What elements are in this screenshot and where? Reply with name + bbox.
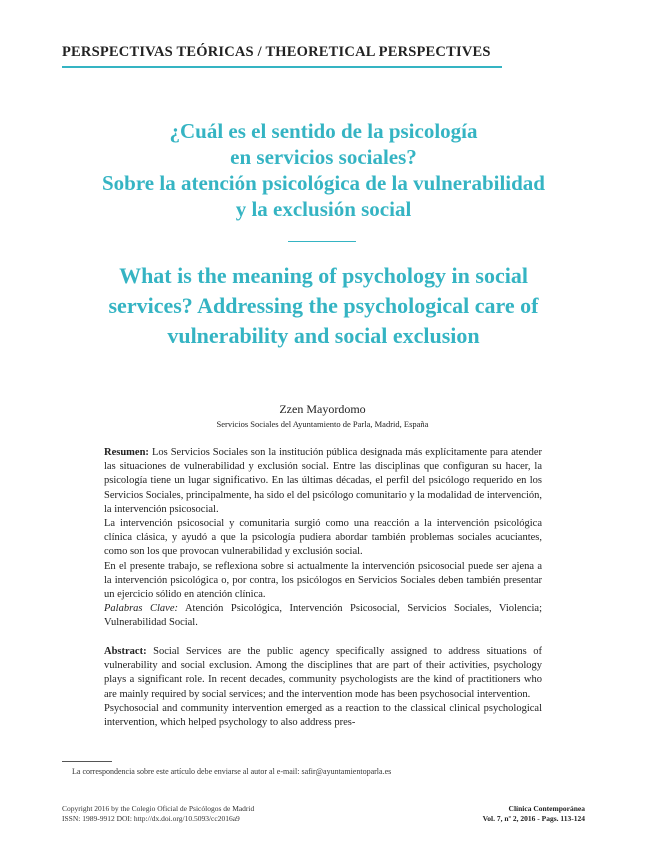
abstract-en-p1	[104, 645, 542, 702]
abstract-es-p2: La intervención psicosocial y comunitaria surgió como una reacción a la intervención psicológica clínica clásica, y ayudó a que la psicología pudiera abordar también problemas sociales acuciantes, como son los que provocan vulnerabilidad y exclusión social.	[104, 518, 542, 558]
abstract-en-p1-text: Social Services are the public agency specifically assigned to address situations of vulnerability and social exclusion. Among the disciplines that are part of their activities, psychology plays a significant role. In recent decades, community psychologists are the kind of practitioners who are mainly required by social services; and the intervention mode has been psychosocial intervention.	[104, 646, 543, 700]
footer-copyright	[62, 804, 254, 824]
abstract-spanish	[104, 446, 542, 631]
title-en-line-1: What is the meaning of psychology in social	[119, 263, 528, 288]
abstract-es-label: Resumen:	[104, 447, 149, 458]
section-header: PERSPECTIVAS TEÓRICAS / THEORETICAL PERSPECTIVES	[62, 44, 491, 60]
copyright-line: Copyright 2016 by the Colegio Oficial de Psicólogos de Madrid	[62, 804, 255, 813]
issn-doi-line: ISSN: 1989-9912 DOI: http://dx.doi.org/10.5093/cc2016a9	[62, 814, 240, 823]
author-affiliation: Servicios Sociales del Ayuntamiento de Parla, Madrid, España	[216, 419, 429, 429]
author-name: Zzen Mayordomo	[279, 402, 366, 416]
title-es-line-1: ¿Cuál es el sentido de la psicología	[169, 119, 478, 143]
title-en-line-3: vulnerability and social exclusion	[167, 323, 480, 348]
title-english	[40, 261, 607, 351]
title-es-line-3: Sobre la atención psicológica de la vulnerabilidad	[102, 171, 545, 195]
footnote: La correspondencia sobre este artículo debe enviarse al autor al e-mail: safir@ayuntamientoparla.es	[72, 767, 392, 776]
abstract-en-label: Abstract:	[104, 646, 147, 657]
abstract-es-p1-text: Los Servicios Sociales son la institución pública designada más explícitamente para atender las situaciones de vulnerabilidad y exclusión social. Entre las disciplinas que configuran su hacer, la psicología tiene un lugar significativo. En las últimas décadas, el perfil del psicólogo requerido en los Servicios Sociales, principalmente, ha sido el del psicólogo comunitario y la modalidad de intervención, la intervención psicosocial.	[104, 447, 542, 515]
title-es-line-4: y la exclusión social	[235, 197, 412, 221]
journal-volume: Vol. 7, nº 2, 2016 - Pags. 113-124	[482, 814, 585, 823]
abstract-english	[104, 645, 542, 730]
keywords-text: Atención Psicológica, Intervención Psicosocial, Servicios Sociales, Violencia; Vulnerabilidad Social.	[104, 603, 543, 629]
keywords	[104, 602, 542, 630]
header-rule	[62, 66, 502, 68]
title-en-line-2: services? Addressing the psychological care of	[108, 293, 539, 318]
footnote-rule	[62, 761, 112, 762]
title-divider	[288, 241, 356, 242]
footer-journal	[483, 804, 585, 824]
title-spanish	[40, 118, 607, 222]
abstract-en-p2: Psychosocial and community intervention emerged as a reaction to the classical clinical psychological intervention, which helped psychology to also address pres-	[104, 702, 542, 729]
journal-name: Clínica Contemporánea	[508, 804, 585, 813]
abstract-es-p1	[104, 446, 542, 517]
keywords-label: Palabras Clave:	[104, 603, 178, 615]
abstract-es-p3: En el presente trabajo, se reflexiona sobre si actualmente la intervención psicosocial puede ser ajena a la intervención psicológica o, por contra, los psicólogos en Servicios Sociales deben también presentar un ejercicio sólido en atención clínica.	[104, 560, 542, 601]
title-es-line-2: en servicios sociales?	[230, 145, 417, 169]
